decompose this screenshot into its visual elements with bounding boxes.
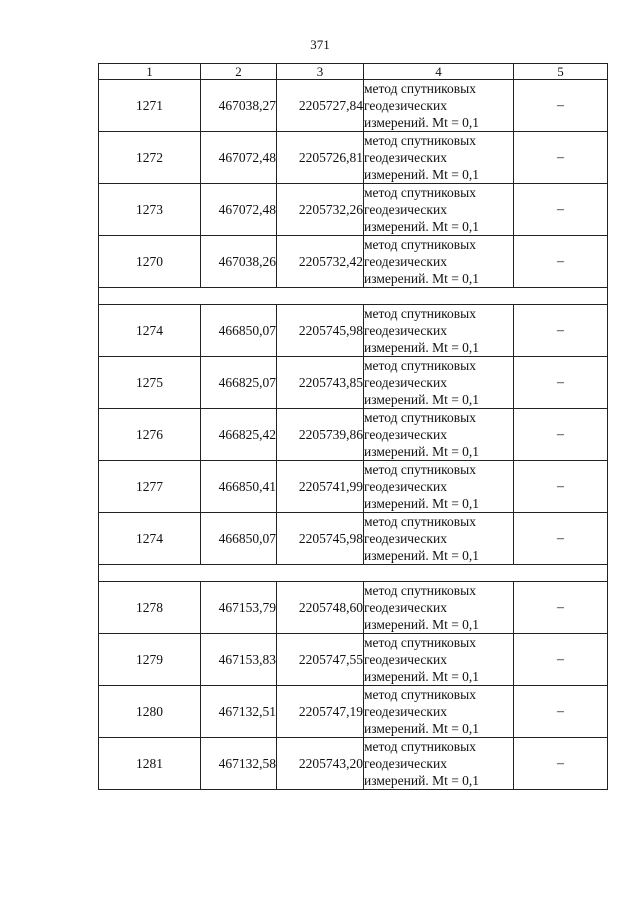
point-number-cell: 1277 xyxy=(99,461,201,513)
method-text-line: геодезических xyxy=(364,600,447,615)
table-row xyxy=(99,461,608,513)
point-number-cell: 1281 xyxy=(99,738,201,790)
table-row xyxy=(99,305,608,357)
method-text-line: метод спутниковых xyxy=(364,739,476,754)
x-coordinate-cell: 467132,58 xyxy=(201,738,277,790)
method-text-line: геодезических xyxy=(364,254,447,269)
method-cell xyxy=(364,80,514,132)
group-separator-row xyxy=(99,288,608,305)
dash-cell: – xyxy=(514,357,608,409)
x-coordinate-cell: 467153,79 xyxy=(201,582,277,634)
y-coordinate-cell: 2205739,86 xyxy=(277,409,364,461)
method-text-line: метод спутниковых xyxy=(364,687,476,702)
method-text-line: метод спутниковых xyxy=(364,306,476,321)
header-cell-1: 1 xyxy=(99,64,201,80)
method-text-line: измерений. Mt = 0,1 xyxy=(364,669,480,684)
method-text-line: измерений. Mt = 0,1 xyxy=(364,271,480,286)
header-cell-3: 3 xyxy=(277,64,364,80)
point-number-cell: 1274 xyxy=(99,305,201,357)
method-cell xyxy=(364,357,514,409)
table-row xyxy=(99,236,608,288)
point-number-cell: 1271 xyxy=(99,80,201,132)
y-coordinate-cell: 2205745,98 xyxy=(277,513,364,565)
method-text-line: метод спутниковых xyxy=(364,358,476,373)
method-text-line: геодезических xyxy=(364,652,447,667)
header-cell-4: 4 xyxy=(364,64,514,80)
point-number-cell: 1270 xyxy=(99,236,201,288)
method-cell xyxy=(364,132,514,184)
x-coordinate-cell: 467072,48 xyxy=(201,132,277,184)
y-coordinate-cell: 2205727,84 xyxy=(277,80,364,132)
method-text-line: измерений. Mt = 0,1 xyxy=(364,496,480,511)
group-separator-row xyxy=(99,565,608,582)
point-number-cell: 1275 xyxy=(99,357,201,409)
y-coordinate-cell: 2205748,60 xyxy=(277,582,364,634)
table-row xyxy=(99,357,608,409)
dash-cell: – xyxy=(514,582,608,634)
method-cell xyxy=(364,513,514,565)
y-coordinate-cell: 2205745,98 xyxy=(277,305,364,357)
y-coordinate-cell: 2205743,85 xyxy=(277,357,364,409)
method-text-line: геодезических xyxy=(364,756,447,771)
table-row xyxy=(99,80,608,132)
dash-cell: – xyxy=(514,184,608,236)
method-text-line: метод спутниковых xyxy=(364,583,476,598)
method-text-line: измерений. Mt = 0,1 xyxy=(364,721,480,736)
method-cell xyxy=(364,184,514,236)
method-text-line: геодезических xyxy=(364,531,447,546)
method-cell xyxy=(364,305,514,357)
page-number: 371 xyxy=(310,37,330,52)
x-coordinate-cell: 467132,51 xyxy=(201,686,277,738)
method-text-line: измерений. Mt = 0,1 xyxy=(364,773,480,788)
y-coordinate-cell: 2205743,20 xyxy=(277,738,364,790)
method-text-line: метод спутниковых xyxy=(364,635,476,650)
table-row xyxy=(99,513,608,565)
point-number-cell: 1274 xyxy=(99,513,201,565)
method-text-line: геодезических xyxy=(364,98,447,113)
point-number-cell: 1276 xyxy=(99,409,201,461)
y-coordinate-cell: 2205732,42 xyxy=(277,236,364,288)
method-text-line: метод спутниковых xyxy=(364,514,476,529)
method-text-line: метод спутниковых xyxy=(364,81,476,96)
dash-cell: – xyxy=(514,80,608,132)
method-text-line: метод спутниковых xyxy=(364,462,476,477)
method-cell xyxy=(364,634,514,686)
method-cell xyxy=(364,236,514,288)
method-cell xyxy=(364,461,514,513)
method-cell xyxy=(364,582,514,634)
y-coordinate-cell: 2205741,99 xyxy=(277,461,364,513)
table-header-row xyxy=(99,64,608,80)
x-coordinate-cell: 466850,41 xyxy=(201,461,277,513)
point-number-cell: 1279 xyxy=(99,634,201,686)
y-coordinate-cell: 2205747,19 xyxy=(277,686,364,738)
table-row xyxy=(99,738,608,790)
point-number-cell: 1272 xyxy=(99,132,201,184)
method-cell xyxy=(364,738,514,790)
method-text-line: измерений. Mt = 0,1 xyxy=(364,219,480,234)
method-text-line: измерений. Mt = 0,1 xyxy=(364,115,480,130)
x-coordinate-cell: 466825,07 xyxy=(201,357,277,409)
method-text-line: геодезических xyxy=(364,202,447,217)
dash-cell: – xyxy=(514,513,608,565)
dash-cell: – xyxy=(514,686,608,738)
dash-cell: – xyxy=(514,236,608,288)
table-row xyxy=(99,132,608,184)
x-coordinate-cell: 467038,27 xyxy=(201,80,277,132)
method-text-line: измерений. Mt = 0,1 xyxy=(364,392,480,407)
group-separator-cell xyxy=(99,288,608,305)
x-coordinate-cell: 467038,26 xyxy=(201,236,277,288)
y-coordinate-cell: 2205726,81 xyxy=(277,132,364,184)
method-text-line: метод спутниковых xyxy=(364,185,476,200)
method-text-line: геодезических xyxy=(364,375,447,390)
dash-cell: – xyxy=(514,305,608,357)
method-text-line: геодезических xyxy=(364,479,447,494)
dash-cell: – xyxy=(514,409,608,461)
header-cell-5: 5 xyxy=(514,64,608,80)
x-coordinate-cell: 466850,07 xyxy=(201,513,277,565)
method-text-line: измерений. Mt = 0,1 xyxy=(364,617,480,632)
method-text-line: измерений. Mt = 0,1 xyxy=(364,167,480,182)
table-row xyxy=(99,686,608,738)
table-row xyxy=(99,184,608,236)
point-number-cell: 1280 xyxy=(99,686,201,738)
method-text-line: измерений. Mt = 0,1 xyxy=(364,548,480,563)
method-text-line: метод спутниковых xyxy=(364,133,476,148)
method-text-line: геодезических xyxy=(364,323,447,338)
header-cell-2: 2 xyxy=(201,64,277,80)
method-text-line: геодезических xyxy=(364,427,447,442)
method-text-line: измерений. Mt = 0,1 xyxy=(364,444,480,459)
x-coordinate-cell: 467072,48 xyxy=(201,184,277,236)
y-coordinate-cell: 2205747,55 xyxy=(277,634,364,686)
group-separator-cell xyxy=(99,565,608,582)
point-number-cell: 1278 xyxy=(99,582,201,634)
method-text-line: геодезических xyxy=(364,704,447,719)
x-coordinate-cell: 467153,83 xyxy=(201,634,277,686)
y-coordinate-cell: 2205732,26 xyxy=(277,184,364,236)
method-text-line: метод спутниковых xyxy=(364,410,476,425)
method-text-line: метод спутниковых xyxy=(364,237,476,252)
coordinates-table xyxy=(98,63,608,790)
table-row xyxy=(99,409,608,461)
dash-cell: – xyxy=(514,132,608,184)
method-text-line: геодезических xyxy=(364,150,447,165)
dash-cell: – xyxy=(514,738,608,790)
x-coordinate-cell: 466825,42 xyxy=(201,409,277,461)
method-text-line: измерений. Mt = 0,1 xyxy=(364,340,480,355)
table-row xyxy=(99,582,608,634)
point-number-cell: 1273 xyxy=(99,184,201,236)
table-row xyxy=(99,634,608,686)
dash-cell: – xyxy=(514,461,608,513)
x-coordinate-cell: 466850,07 xyxy=(201,305,277,357)
dash-cell: – xyxy=(514,634,608,686)
method-cell xyxy=(364,409,514,461)
method-cell xyxy=(364,686,514,738)
